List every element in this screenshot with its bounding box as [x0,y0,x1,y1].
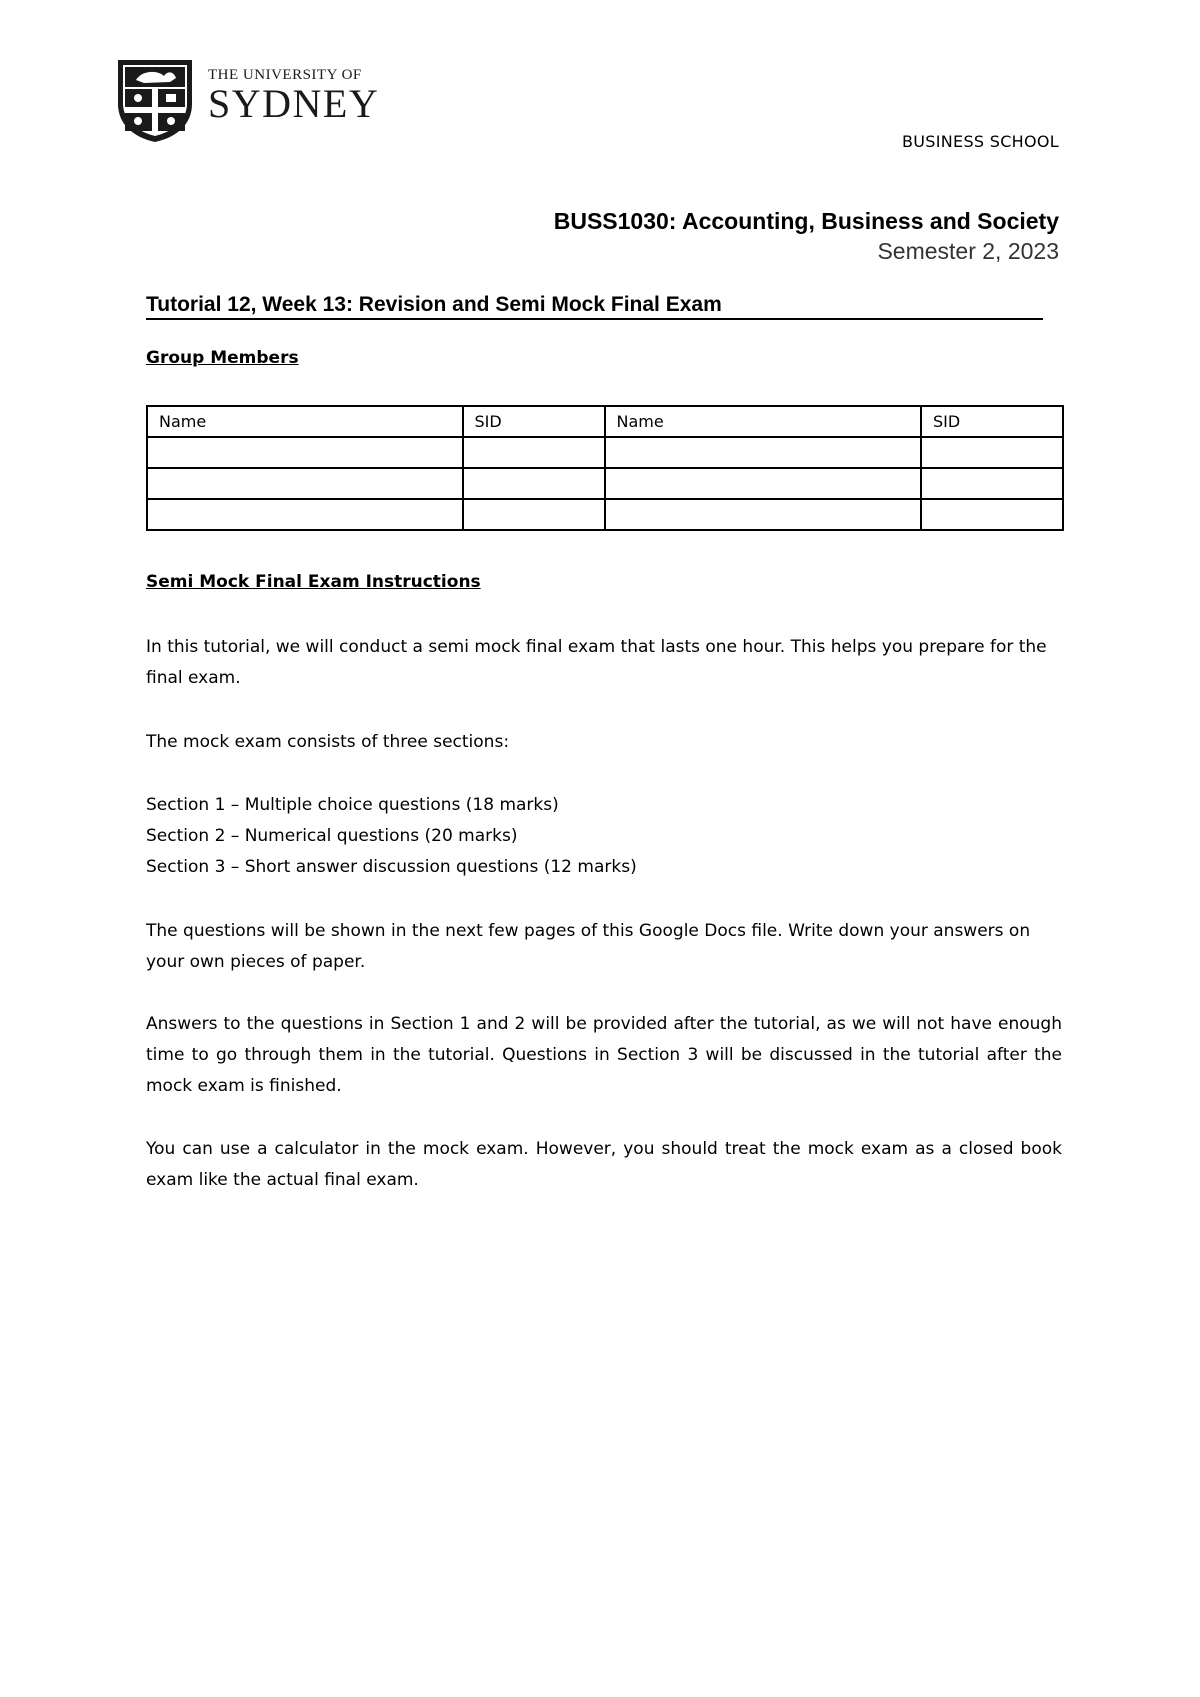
university-wordmark [208,68,379,124]
semester: Semester 2, 2023 [877,238,1059,264]
sections-intro: The mock exam consists of three sections: [146,732,510,752]
sid-cell[interactable] [463,499,605,530]
instructions-paragraph: Answers to the questions in Section 1 and 2 will be provided after the tutorial, as we will not have enough time to go through them in the tutorial. Questions in Section 3 will be discussed in the tutorial after the mock exam is finished. [146,1014,1062,1096]
table-row [147,499,1063,530]
group-members-heading: Group Members [146,348,299,368]
university-crest-icon [114,56,196,144]
sid-cell[interactable] [463,437,605,468]
course-title: BUSS1030: Accounting, Business and Society [553,208,1059,234]
tutorial-title [146,293,1043,320]
name-cell[interactable] [147,499,463,530]
name-cell[interactable] [147,468,463,499]
name-cell[interactable] [605,468,921,499]
sid-cell[interactable] [921,499,1063,530]
sid-cell[interactable] [921,437,1063,468]
name-cell[interactable] [605,437,921,468]
instructions-paragraph: You can use a calculator in the mock exam. However, you should treat the mock exam as a closed book exam like the actual final exam. [146,1139,1062,1190]
section-item: Section 2 – Numerical questions (20 marks) [146,826,518,846]
section-item: Section 1 – Multiple choice questions (18 marks) [146,795,559,815]
instructions-paragraph: The questions will be shown in the next few pages of this Google Docs file. Write down your answers on your own pieces of paper. [146,921,1031,972]
column-header-name: Name [147,406,463,437]
instructions-heading: Semi Mock Final Exam Instructions [146,572,481,592]
university-logo [114,56,380,146]
name-cell[interactable] [605,499,921,530]
sid-cell[interactable] [463,468,605,499]
column-header-name: Name [605,406,921,437]
tutorial-title-text: Tutorial 12, Week 13: Revision and Semi Mock Final Exam [146,293,722,316]
table-row [147,468,1063,499]
group-members-table [146,405,1064,531]
instructions-paragraph: In this tutorial, we will conduct a semi mock final exam that lasts one hour. This helps you prepare for the final exam. [146,637,1047,688]
wordmark-line1: THE UNIVERSITY OF [208,67,362,83]
school-name: BUSINESS SCHOOL [902,132,1059,151]
wordmark-line2: SYDNEY [208,81,380,126]
sections-list [146,790,1062,883]
column-header-sid: SID [921,406,1063,437]
sid-cell[interactable] [921,468,1063,499]
column-header-sid: SID [463,406,605,437]
name-cell[interactable] [147,437,463,468]
section-item: Section 3 – Short answer discussion questions (12 marks) [146,857,637,877]
table-row [147,437,1063,468]
table-header-row [147,406,1063,437]
